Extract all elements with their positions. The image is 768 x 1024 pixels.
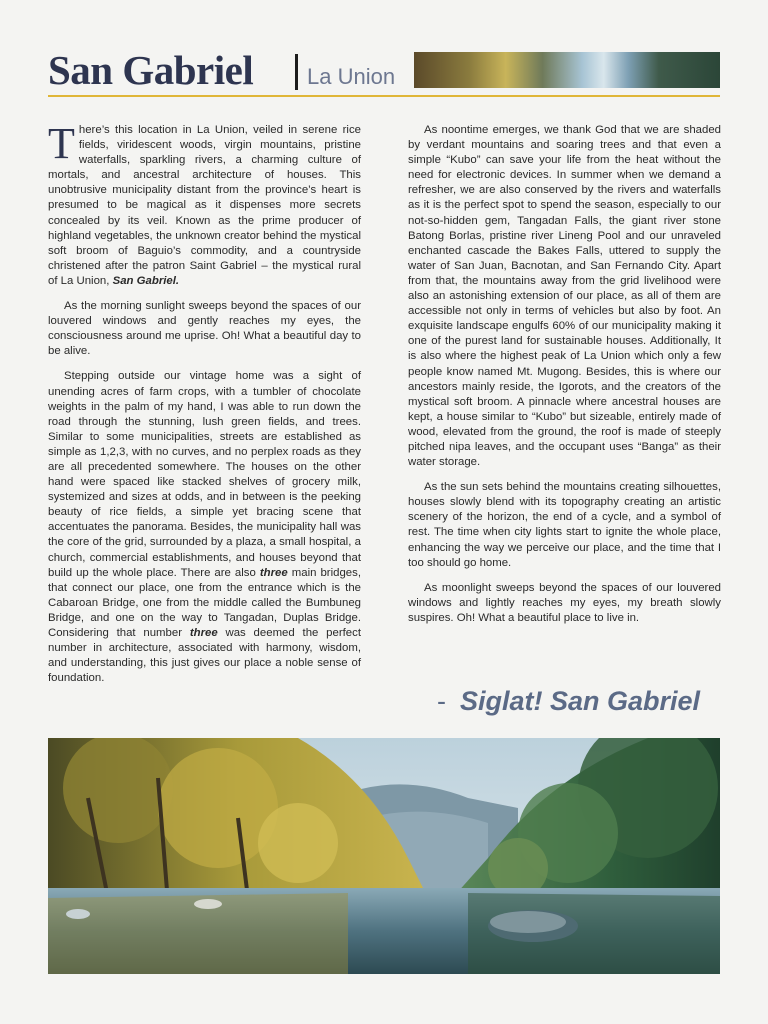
article-paragraph-2: As the morning sunlight sweeps beyond the spaces of our louvered windows and gently reaches my eyes, the consciousness around me uprise. Oh! What a beautiful day to be alive. <box>48 300 361 358</box>
paragraph-text: here’s this location in La Union, veiled in serene rice fields, viridescent woods, virgin mountains, pristine waterfalls, sparkling rivers, a charming culture of mortals, and ancestral architecture of houses. This unobtrusive municipality distant from the province’s heart is presumed to be magical as it dispenses more secrets concealed by its veil. Known as the prime producer of highland vegetables, the unknown creator behind the mystical soft broom of Baguio’s commodity, and a countryside christened after the patron Saint Gabriel – the mystical rural of La Union, <box>48 124 361 287</box>
article-paragraph-3 <box>48 369 361 686</box>
emphasis-san-gabriel: San Gabriel. <box>112 274 180 287</box>
paragraph-text: main bridges, that connect our place, one from the entrance which is the Cabaroan Bridge, one from the middle called the Bumbuneg Bridge, and one on the way to Tangadan, Duplas Bridge. Considering that number <box>48 566 361 639</box>
paragraph-text: Stepping outside our vintage home was a sight of unending acres of farm crops, with a tumbler of chocolate weights in the palm of my hand, I was able to run down the road through the stunning, lush green fields, and trees. Similar to some municipalities, streets are established as simple as 1,2,3, with no curves, and no perplex roads as they are all precedented somewhere. The houses on the other hand were spaced like stacked shelves of grocery milk, systemized and sizes at odds, and in between is the peeking beauty of rice fields, a simple yet bracing scene that accentuates the panorama. Besides, the municipality hall was the core of the grid, surrounded by a plaza, a small hospital, a church, commercial establishments, and houses beyond that build up the whole place. There are also <box>48 370 361 579</box>
article-column-left <box>48 119 361 696</box>
title-divider <box>295 54 298 90</box>
signoff-text: Siglat! San Gabriel <box>460 686 701 716</box>
article-paragraph-6: As moonlight sweeps beyond the spaces of our louvered windows and lightly reaches my eyes, my breath slowly suspires. Oh! What a beautiful place to live in. <box>408 581 721 624</box>
article-paragraph-1 <box>48 119 361 289</box>
page-title: San Gabriel <box>48 47 254 93</box>
signoff-dash: - <box>437 686 446 716</box>
page-header <box>48 46 720 96</box>
page-subtitle: La Union <box>307 64 396 89</box>
article-column-right <box>408 123 721 636</box>
river-landscape-photo <box>48 738 720 974</box>
emphasis-three: three <box>259 566 288 579</box>
article-paragraph-4: As noontime emerges, we thank God that we are shaded by verdant mountains and soaring trees and that even a simple “Kubo” can save your life from the heat without the need for electronic devices. In summer when we demand a refresher, we are also conserved by the rivers and waterfalls as it is the perfect spot to spend the season, especially to our not-so-hidden gem, Tangadan Falls, the giant river stone Batong Borlas, pristine river Lineng Pool and our unraveled enchanted cascade the Bakes Falls, uttered to supply the water of San Juan, Bacnotan, and San Fernando City. Apart from that, the mountains away from the grid livelihood were also an astonishing extension of our place, as all of them are accessible not only in terms of vehicles but also by foot. An exquisite landscape engulfs 60% of our municipality making it one of the purest land for sustainable houses. Additionally, It is also where the highest peak of La Union which only a few people know named Mt. Mugong. Besides, this is where our ancestors mainly reside, the Igorots, and the creators of the mystical soft broom. A pinnacle where ancestral houses are kept, a house similar to “Kubo” but sizeable, entirely made of wood, elevated from the ground, the roof is made of steeply pitched nipa leaves, and the occupant uses “Banga” as their water storage. <box>408 124 721 469</box>
river-landscape-illustration <box>48 738 720 974</box>
header-rule <box>48 95 720 97</box>
drop-cap: T <box>48 119 75 168</box>
paragraph-text: was deemed the perfect number in architecture, associated with harmony, wisdom, and understanding, this just gives our place a noble sense of foundation. <box>48 627 361 685</box>
header-banner-image <box>414 52 720 88</box>
emphasis-three: three <box>189 627 218 639</box>
signoff <box>437 686 700 717</box>
article-paragraph-5: As the sun sets behind the mountains creating silhouettes, houses slowly blend with its topography creating an artistic scenery of the horizon, the end of a cycle, and a symbol of rest. The time when city lights start to ignite the whole place, enhancing the way we perceive our place, and the time that I too should go home. <box>408 481 721 569</box>
